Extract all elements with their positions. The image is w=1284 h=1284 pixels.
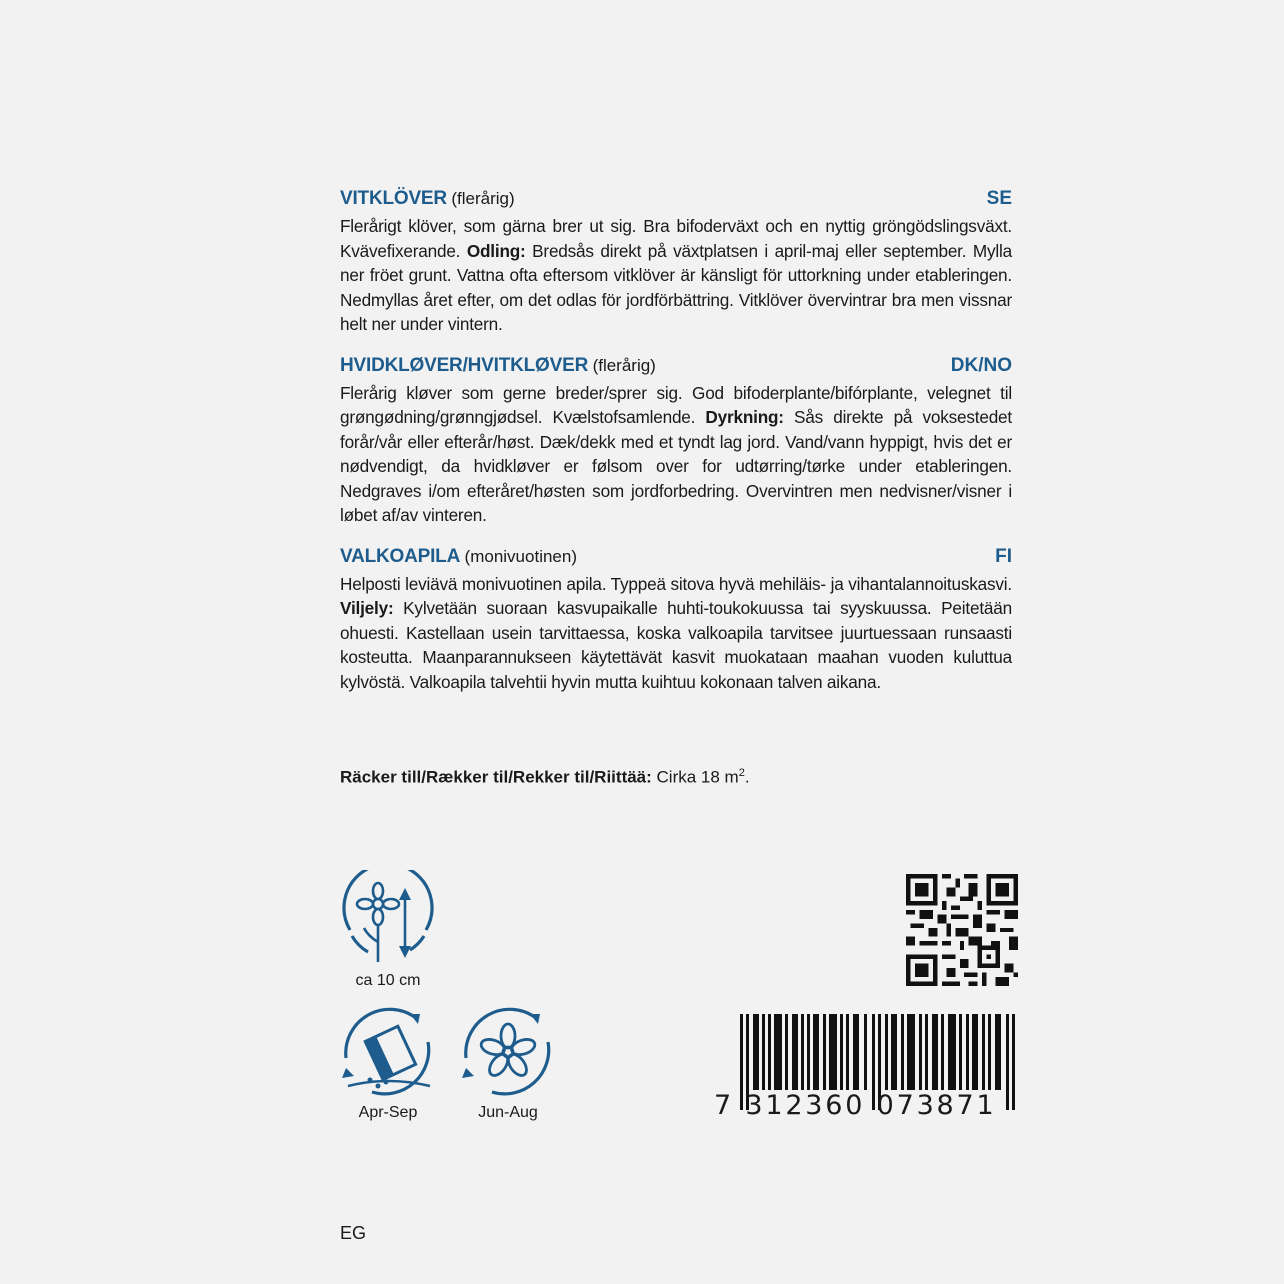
section-fi xyxy=(340,546,1012,695)
language-code: SE xyxy=(986,188,1012,209)
section-header xyxy=(340,355,1012,381)
sowing-time-icon-block xyxy=(336,1006,440,1122)
barcode-number: 7 312360 073871 xyxy=(714,1090,997,1121)
section-se xyxy=(340,188,1012,337)
footer-code: EG xyxy=(340,1223,367,1243)
section-header xyxy=(340,188,1012,214)
flowering-time-label: Jun-Aug xyxy=(478,1104,538,1121)
plant-height-label: ca 10 cm xyxy=(355,972,421,989)
language-code: FI xyxy=(995,545,1012,567)
coverage-label: Räcker till/Rækker til/Rekker til/Riittää: xyxy=(340,767,652,787)
section-body xyxy=(340,214,1012,337)
section-body xyxy=(340,572,1012,695)
coverage-end: . xyxy=(744,767,750,787)
section-title: HVIDKLØVER/HVITKLØVER xyxy=(340,354,589,376)
plant-height-icon-block xyxy=(336,870,440,990)
sowing-time-label: Apr-Sep xyxy=(358,1104,418,1121)
seed-packet-icon xyxy=(338,1006,438,1098)
section-subtitle: (flerårig) xyxy=(592,355,656,375)
flowering-time-icon-block xyxy=(456,1006,560,1122)
section-title: VITKLÖVER xyxy=(340,188,447,209)
section-title: VALKOAPILA xyxy=(340,545,461,567)
body-text: Kylvetään suoraan kasvupaikalle huhti-toukokuussa tai syyskuussa. Peitetään ohuesti. Kastellaan usein tarvittaessa, koska valkoapila tarvitsee juurtuessaan runsaasti kosteutta. Maanparannukseen käytettävät kasvit muokataan maahan vuoden kuluttua kylvöstä. Valkoapila talvehtii hyvin mutta kuihtuu kokonaan talven aikana. xyxy=(340,598,1012,692)
coverage-unit-exponent: 2 xyxy=(738,767,745,779)
section-subtitle: (monivuotinen) xyxy=(464,546,577,566)
plant-height-icon xyxy=(338,870,438,966)
body-text: Flerårigt klöver, som gärna brer ut sig. Bra bifoderväxt och en nyttig gröngödslingsväxt. Kvävefixerande. xyxy=(340,216,1012,261)
flower-icon xyxy=(458,1006,558,1098)
body-bold-label: Odling: xyxy=(466,240,526,261)
qr-code[interactable] xyxy=(906,874,1018,986)
section-dk-no xyxy=(340,355,1012,528)
body-text: Flerårig kløver som gerne breder/sprer sig. God bifoderplante/bifórplante, velegnet til grøngødning/grønngjødsel. Kvælstofsamlende. xyxy=(340,382,1012,427)
section-body xyxy=(340,381,1012,528)
body-bold-label: Viljely: xyxy=(340,598,394,618)
body-bold-label: Dyrkning: xyxy=(705,407,784,427)
body-text: Helposti leviävä monivuotinen apila. Typpeä sitova hyvä mehiläis- ja vihantalannoituskasvi. xyxy=(340,573,1012,594)
section-subtitle: (flerårig) xyxy=(451,189,515,208)
instructions-content xyxy=(340,188,1012,712)
coverage-value: Cirka 18 m xyxy=(651,767,739,787)
coverage-line xyxy=(340,767,750,788)
section-header xyxy=(340,546,1012,572)
body-text: Sås direkte på voksestedet forår/vår eller efterår/høst. Dæk/dekk med et tyndt lag jord. Vand/vann hyppigt, hvis det er nødvendigt, da hvidkløver er følsom over for udtørring/tørke under etableringen. Nedgraves i/om efteråret/høsten som jordforbedring. Overvintren men nedvisner/visner i løbet af/av vinteren. xyxy=(340,407,1012,525)
language-code: DK/NO xyxy=(950,354,1012,376)
body-text: Bredsås direkt på växtplatsen i april-maj eller september. Mylla ner fröet grunt. Vattna ofta eftersom vitklöver är känsligt för uttorkning under etableringen. Nedmyllas året efter, om det odlas för jordförbättring. Vitklöver övervintrar bra men vissnar helt ner under vintern. xyxy=(340,240,1013,334)
